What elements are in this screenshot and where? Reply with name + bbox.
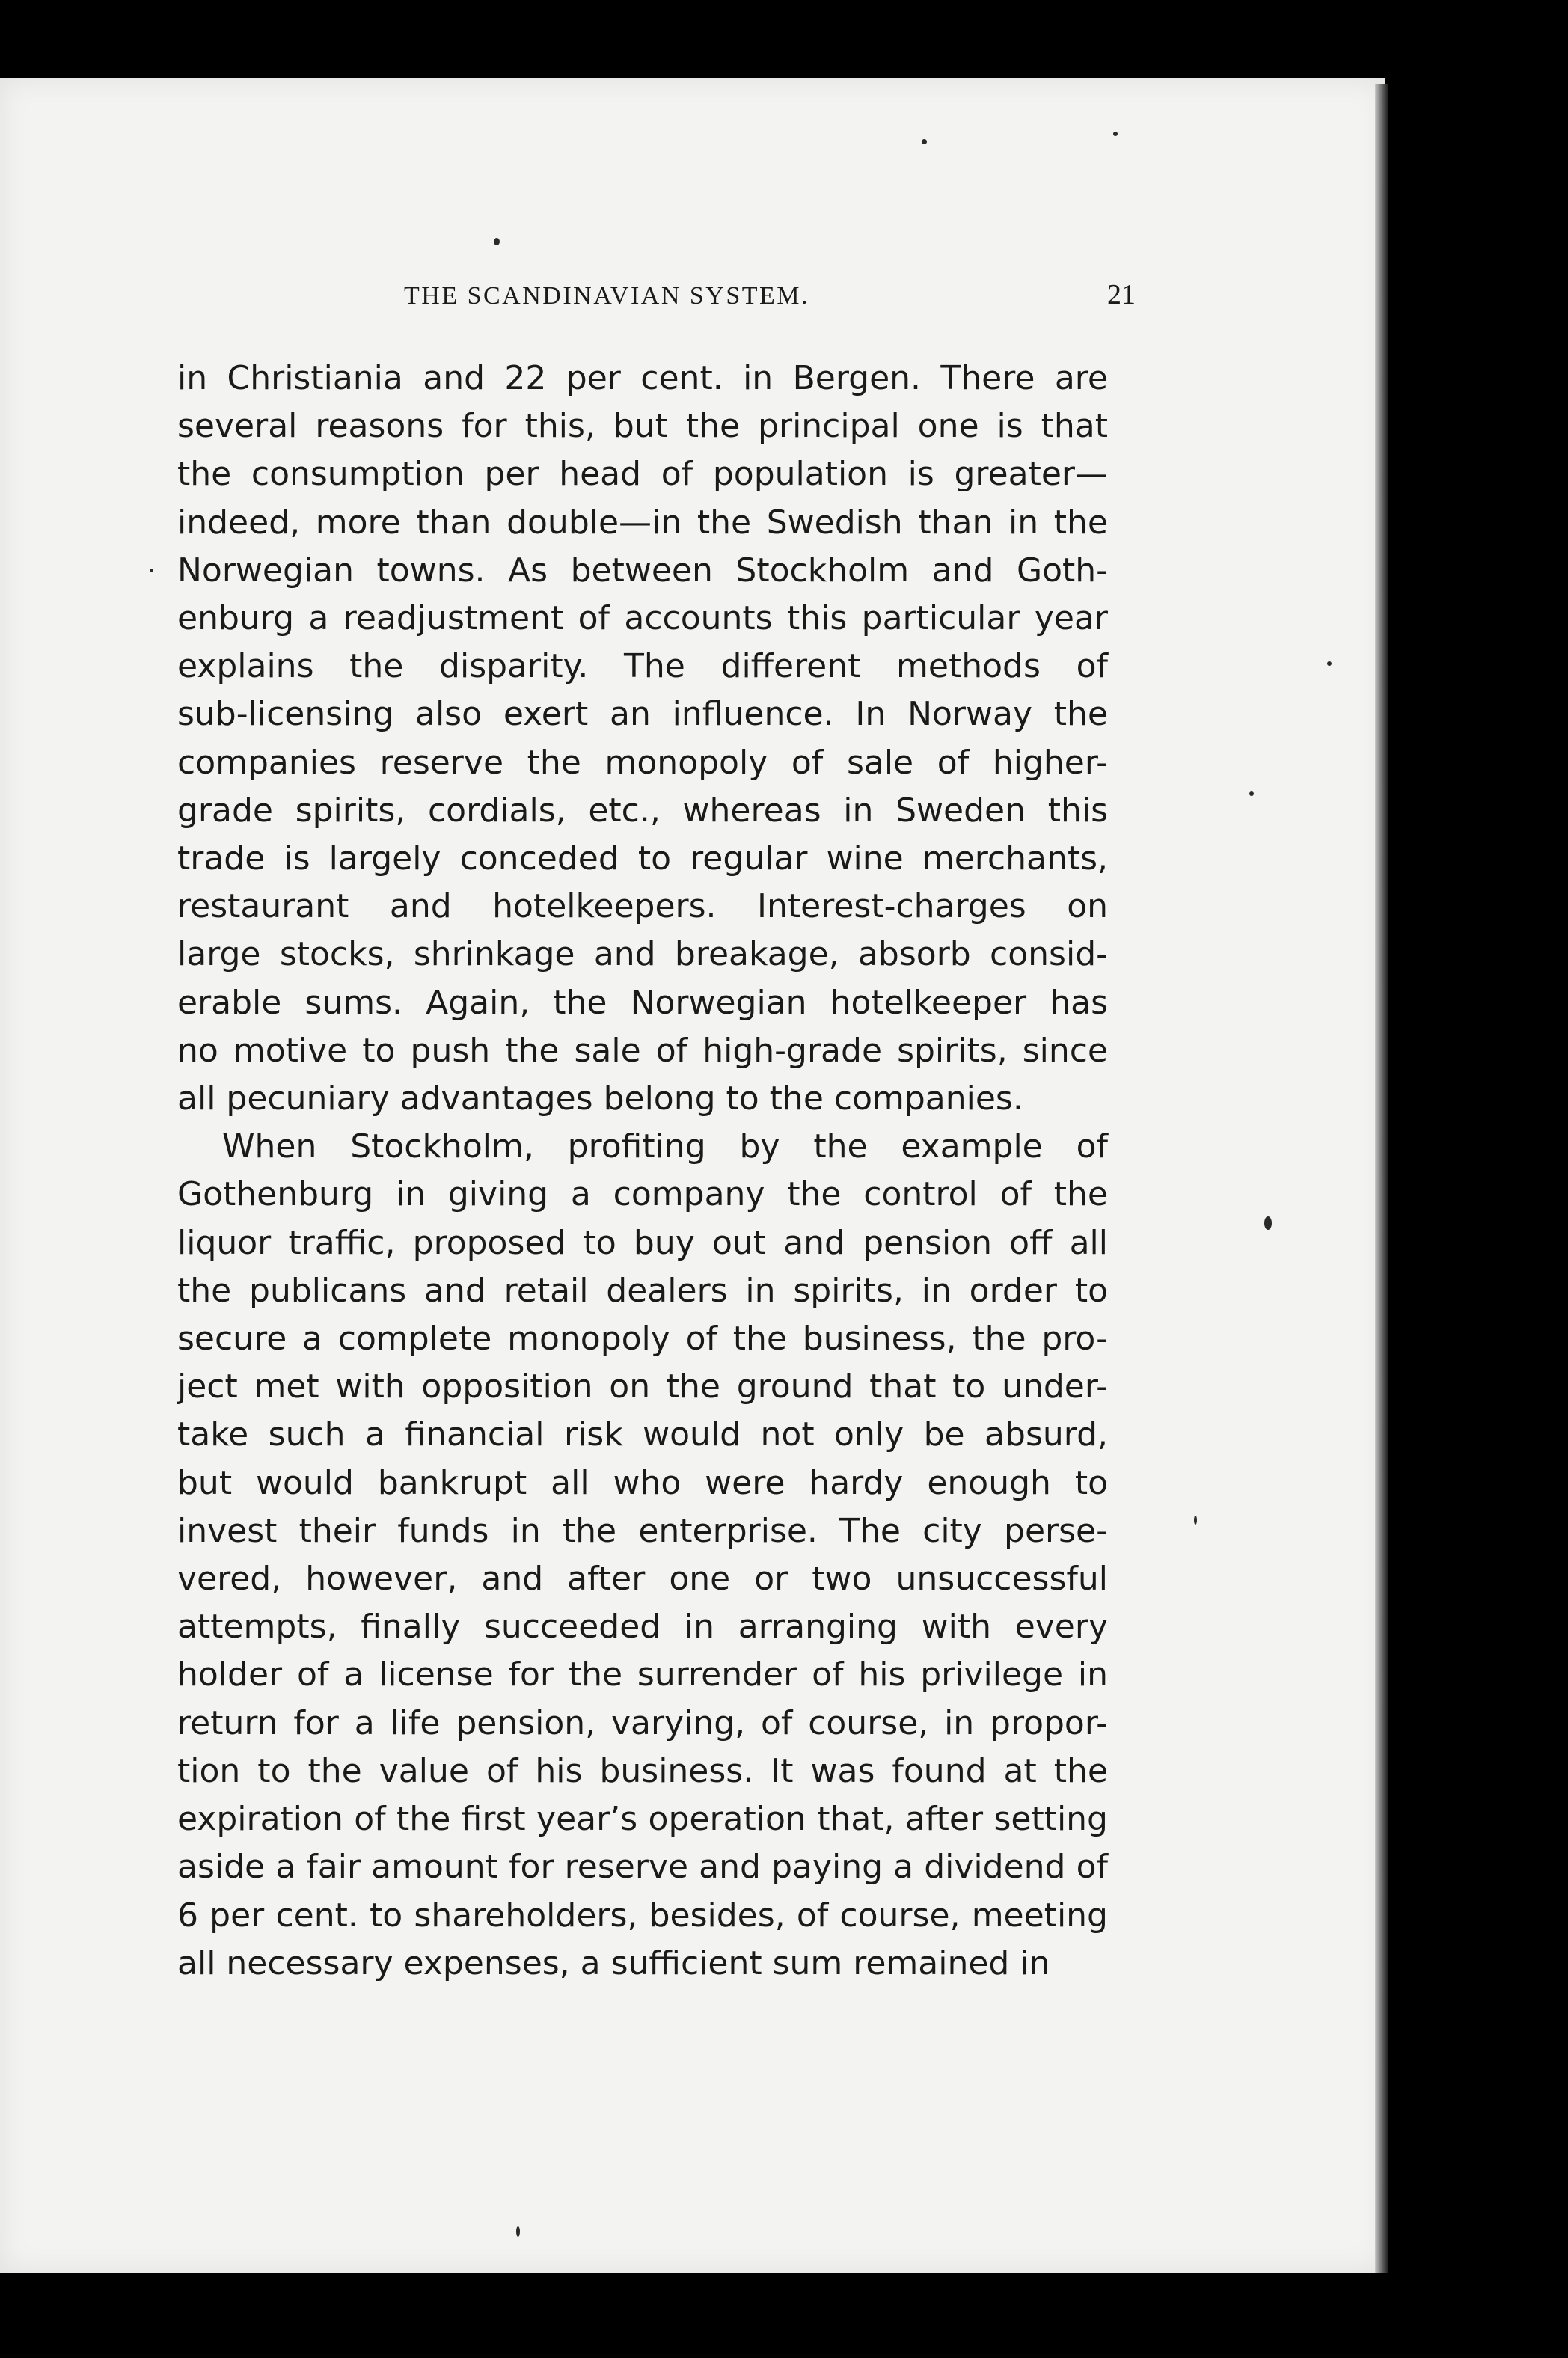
text-line: Gothenburg in giving a company the control of the [177, 1175, 1108, 1214]
page-header [404, 278, 1182, 311]
text-line: sub-licensing also exert an influence. In Norway the [177, 695, 1108, 734]
text-line: several reasons for this, but the principal one is that [177, 407, 1108, 446]
text-line: When Stockholm, profiting by the example of [222, 1127, 1108, 1166]
text-line: holder of a license for the surrender of his privilege in [177, 1656, 1108, 1694]
text-line: enburg a readjustment of accounts this particular year [177, 599, 1108, 638]
text-line: trade is largely conceded to regular wine merchants, [177, 839, 1108, 878]
text-line: explains the disparity. The different methods of [177, 647, 1108, 686]
text-line: the publicans and retail dealers in spirits, in order to [177, 1271, 1108, 1310]
scan-speck [1194, 1516, 1197, 1525]
text-line: return for a life pension, varying, of course, in propor- [177, 1703, 1108, 1742]
text-line: but would bankrupt all who were hardy enough to [177, 1463, 1108, 1502]
text-line: invest their funds in the enterprise. The city perse- [177, 1511, 1108, 1550]
paragraph-1 [177, 355, 1108, 1123]
text-line: all pecuniary advantages belong to the companies. [177, 1080, 1023, 1118]
scan-speck [494, 238, 500, 245]
page-number: 21 [1107, 279, 1136, 310]
text-line: grade spirits, cordials, etc., whereas in Sweden this [177, 791, 1108, 830]
page-edge-shadow [1375, 84, 1388, 2273]
text-line: large stocks, shrinkage and breakage, absorb consid- [177, 935, 1108, 974]
paragraph-2 [177, 1123, 1108, 1988]
text-line: aside a fair amount for reserve and paying a dividend of [177, 1848, 1108, 1887]
text-line: companies reserve the monopoly of sale of higher- [177, 743, 1108, 782]
text-line: secure a complete monopoly of the business, the pro- [177, 1320, 1108, 1359]
text-line: expiration of the first year’s operation that, after setting [177, 1800, 1108, 1839]
text-line: ject met with opposition on the ground that to under- [177, 1368, 1108, 1406]
scan-speck [1327, 661, 1332, 666]
text-line: attempts, finally succeeded in arranging with every [177, 1608, 1108, 1647]
text-line: all necessary expenses, a sufficient sum remained in [177, 1944, 1050, 1982]
scan-speck [1113, 132, 1118, 136]
scan-speck [1249, 791, 1254, 796]
text-line: no motive to push the sale of high-grade spirits, since [177, 1031, 1108, 1070]
scan-speck [150, 569, 153, 572]
text-line: liquor traffic, proposed to buy out and pension off all [177, 1223, 1108, 1262]
text-line: 6 per cent. to shareholders, besides, of course, meeting [177, 1896, 1108, 1935]
text-line: restaurant and hotelkeepers. Interest-charges on [177, 887, 1108, 926]
text-line: the consumption per head of population is greater— [177, 455, 1108, 494]
scan-speck [516, 2226, 520, 2237]
scan-speck [1264, 1216, 1272, 1230]
text-line: Norwegian towns. As between Stockholm and Goth- [177, 551, 1108, 590]
text-line: indeed, more than double—in the Swedish than in the [177, 503, 1108, 542]
text-line: tion to the value of his business. It was found at the [177, 1751, 1108, 1790]
scan-speck [922, 139, 927, 144]
text-line: in Christiania and 22 per cent. in Bergen. There are [177, 359, 1108, 397]
text-line: erable sums. Again, the Norwegian hotelkeeper has [177, 983, 1108, 1022]
running-head: THE SCANDINAVIAN SYSTEM. [404, 282, 810, 310]
body-text [177, 355, 1108, 1988]
text-line: vered, however, and after one or two unsuccessful [177, 1560, 1108, 1599]
text-line: take such a financial risk would not only be absurd, [177, 1415, 1108, 1454]
